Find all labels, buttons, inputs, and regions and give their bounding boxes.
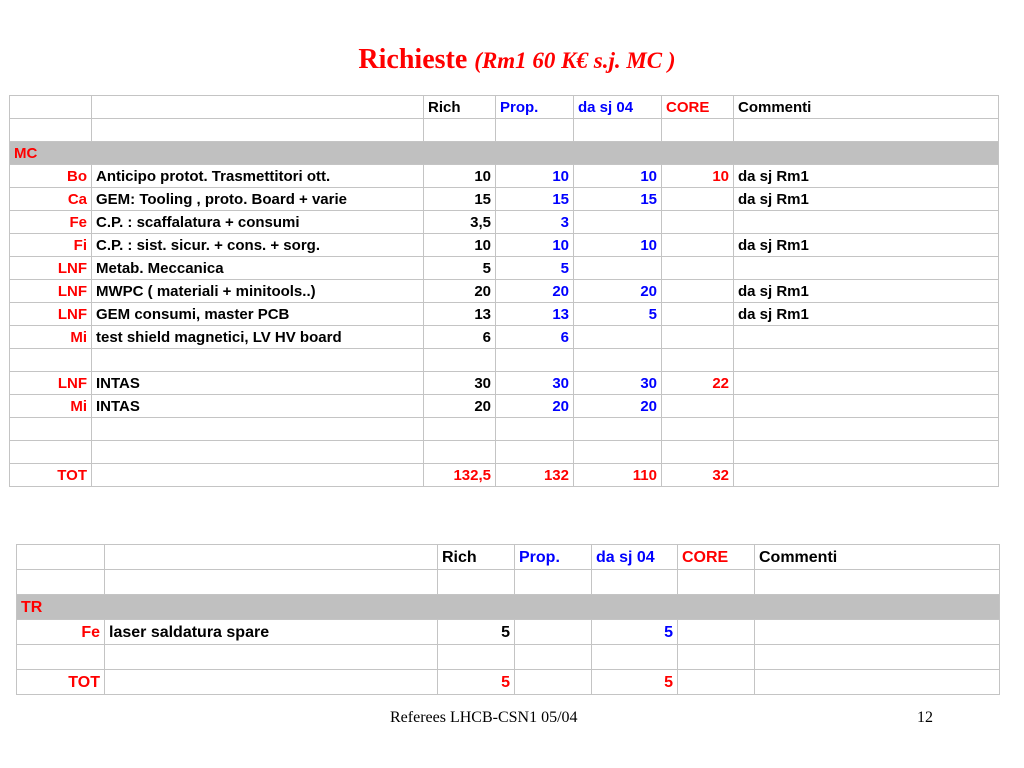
description-cell: test shield magnetici, LV HV board [92, 326, 424, 349]
site-cell: LNF [10, 280, 92, 303]
commenti-cell: da sj Rm1 [734, 303, 999, 326]
commenti-cell [734, 441, 999, 464]
empty-cell [105, 670, 438, 695]
total-rich: 132,5 [424, 464, 496, 487]
description-cell: C.P. : sist. sicur. + cons. + sorg. [92, 234, 424, 257]
empty-cell [105, 570, 438, 595]
prop-cell [496, 349, 574, 372]
commenti-cell [755, 620, 1000, 645]
description-cell: INTAS [92, 395, 424, 418]
header-commenti: Commenti [755, 545, 1000, 570]
commenti-cell: da sj Rm1 [734, 280, 999, 303]
da-sj-cell: 15 [574, 188, 662, 211]
total-row [10, 464, 999, 487]
rich-cell: 5 [438, 620, 515, 645]
site-cell [10, 418, 92, 441]
commenti-cell [734, 395, 999, 418]
table-row [10, 280, 999, 303]
prop-cell: 6 [496, 326, 574, 349]
empty-cell [424, 119, 496, 142]
description-cell: C.P. : scaffalatura + consumi [92, 211, 424, 234]
rich-cell: 30 [424, 372, 496, 395]
prop-cell: 10 [496, 234, 574, 257]
site-cell: Fe [10, 211, 92, 234]
total-core [678, 670, 755, 695]
prop-cell: 20 [496, 280, 574, 303]
core-cell [662, 395, 734, 418]
description-cell [92, 418, 424, 441]
table-row [10, 441, 999, 464]
empty-cell [496, 119, 574, 142]
empty-cell [734, 119, 999, 142]
core-cell [662, 303, 734, 326]
rich-cell: 10 [424, 165, 496, 188]
header-rich: Rich [438, 545, 515, 570]
rich-cell: 20 [424, 395, 496, 418]
prop-cell: 20 [496, 395, 574, 418]
rich-cell: 6 [424, 326, 496, 349]
total-row [17, 670, 1000, 695]
header-prop: Prop. [496, 96, 574, 119]
site-cell: LNF [10, 257, 92, 280]
core-cell [662, 211, 734, 234]
prop-cell: 13 [496, 303, 574, 326]
table-row [10, 349, 999, 372]
commenti-cell [734, 211, 999, 234]
rich-cell [424, 418, 496, 441]
rich-cell: 5 [424, 257, 496, 280]
header-cell-empty [92, 96, 424, 119]
header-core: CORE [678, 545, 755, 570]
da-sj-cell [574, 211, 662, 234]
rich-cell [438, 645, 515, 670]
prop-cell [515, 620, 592, 645]
table-row [10, 165, 999, 188]
commenti-cell [734, 257, 999, 280]
rich-cell: 13 [424, 303, 496, 326]
prop-cell: 3 [496, 211, 574, 234]
empty-cell [755, 570, 1000, 595]
site-cell: Bo [10, 165, 92, 188]
slide-title [0, 44, 1024, 76]
rich-cell: 15 [424, 188, 496, 211]
footer-reference: Referees LHCB-CSN1 05/04 [390, 709, 578, 726]
requests-table-mc [9, 95, 999, 487]
site-cell: Ca [10, 188, 92, 211]
core-cell [662, 418, 734, 441]
description-cell: GEM: Tooling , proto. Board + varie [92, 188, 424, 211]
table-row [10, 188, 999, 211]
header-da-sj: da sj 04 [592, 545, 678, 570]
prop-cell: 15 [496, 188, 574, 211]
header-row [10, 96, 999, 119]
empty-cell [515, 570, 592, 595]
table-row [17, 645, 1000, 670]
core-cell [678, 620, 755, 645]
da-sj-cell [574, 326, 662, 349]
section-label: TR [17, 595, 1000, 620]
description-cell: INTAS [92, 372, 424, 395]
table-row [10, 211, 999, 234]
da-sj-cell: 10 [574, 234, 662, 257]
total-label: TOT [17, 670, 105, 695]
total-da-sj: 5 [592, 670, 678, 695]
site-cell [17, 645, 105, 670]
site-cell: Mi [10, 395, 92, 418]
commenti-cell [734, 326, 999, 349]
core-cell [662, 257, 734, 280]
empty-cell [10, 119, 92, 142]
empty-cell [92, 119, 424, 142]
commenti-cell [734, 349, 999, 372]
title-main: Richieste [358, 44, 468, 75]
table-row [10, 234, 999, 257]
header-da-sj: da sj 04 [574, 96, 662, 119]
empty-cell [755, 670, 1000, 695]
site-cell: Mi [10, 326, 92, 349]
da-sj-cell [574, 418, 662, 441]
core-cell [662, 188, 734, 211]
table-row [10, 303, 999, 326]
table-row [10, 257, 999, 280]
rich-cell [424, 441, 496, 464]
description-cell: MWPC ( materiali + minitools..) [92, 280, 424, 303]
table-row [10, 372, 999, 395]
total-core: 32 [662, 464, 734, 487]
header-cell-empty [10, 96, 92, 119]
core-cell: 10 [662, 165, 734, 188]
total-prop: 132 [496, 464, 574, 487]
empty-cell [662, 119, 734, 142]
total-label: TOT [10, 464, 92, 487]
prop-cell: 30 [496, 372, 574, 395]
header-cell-empty [17, 545, 105, 570]
table-row [10, 418, 999, 441]
commenti-cell [755, 645, 1000, 670]
total-rich: 5 [438, 670, 515, 695]
core-cell [662, 280, 734, 303]
table-row [10, 395, 999, 418]
rich-cell: 3,5 [424, 211, 496, 234]
site-cell: LNF [10, 372, 92, 395]
da-sj-cell: 5 [592, 620, 678, 645]
section-row [10, 142, 999, 165]
empty-cell [734, 464, 999, 487]
da-sj-cell [574, 441, 662, 464]
core-cell [662, 349, 734, 372]
da-sj-cell: 30 [574, 372, 662, 395]
section-label: MC [10, 142, 999, 165]
prop-cell: 10 [496, 165, 574, 188]
empty-cell [438, 570, 515, 595]
empty-cell [574, 119, 662, 142]
da-sj-cell [574, 257, 662, 280]
empty-cell [92, 464, 424, 487]
table-row [17, 620, 1000, 645]
da-sj-cell: 20 [574, 395, 662, 418]
site-cell: Fe [17, 620, 105, 645]
da-sj-cell: 10 [574, 165, 662, 188]
prop-cell: 5 [496, 257, 574, 280]
commenti-cell: da sj Rm1 [734, 234, 999, 257]
prop-cell [496, 441, 574, 464]
core-cell [662, 234, 734, 257]
da-sj-cell [592, 645, 678, 670]
core-cell [662, 441, 734, 464]
section-row [17, 595, 1000, 620]
description-cell: laser saldatura spare [105, 620, 438, 645]
header-core: CORE [662, 96, 734, 119]
rich-cell: 10 [424, 234, 496, 257]
page-number: 12 [917, 709, 933, 726]
header-rich: Rich [424, 96, 496, 119]
blank-row [10, 119, 999, 142]
core-cell [662, 326, 734, 349]
requests-table-tr [16, 544, 1000, 695]
commenti-cell [734, 372, 999, 395]
prop-cell [496, 418, 574, 441]
da-sj-cell: 20 [574, 280, 662, 303]
table-row [10, 326, 999, 349]
site-cell [10, 441, 92, 464]
prop-cell [515, 645, 592, 670]
total-prop [515, 670, 592, 695]
header-prop: Prop. [515, 545, 592, 570]
commenti-cell [734, 418, 999, 441]
header-cell-empty [105, 545, 438, 570]
header-row [17, 545, 1000, 570]
commenti-cell: da sj Rm1 [734, 188, 999, 211]
description-cell [105, 645, 438, 670]
site-cell: Fi [10, 234, 92, 257]
title-subtitle: (Rm1 60 K€ s.j. MC ) [474, 48, 676, 73]
description-cell [92, 349, 424, 372]
da-sj-cell [574, 349, 662, 372]
description-cell: GEM consumi, master PCB [92, 303, 424, 326]
rich-cell [424, 349, 496, 372]
description-cell [92, 441, 424, 464]
total-da-sj: 110 [574, 464, 662, 487]
core-cell [678, 645, 755, 670]
description-cell: Metab. Meccanica [92, 257, 424, 280]
description-cell: Anticipo protot. Trasmettitori ott. [92, 165, 424, 188]
empty-cell [592, 570, 678, 595]
site-cell: LNF [10, 303, 92, 326]
commenti-cell: da sj Rm1 [734, 165, 999, 188]
empty-cell [17, 570, 105, 595]
core-cell: 22 [662, 372, 734, 395]
rich-cell: 20 [424, 280, 496, 303]
empty-cell [678, 570, 755, 595]
site-cell [10, 349, 92, 372]
da-sj-cell: 5 [574, 303, 662, 326]
header-commenti: Commenti [734, 96, 999, 119]
blank-row [17, 570, 1000, 595]
